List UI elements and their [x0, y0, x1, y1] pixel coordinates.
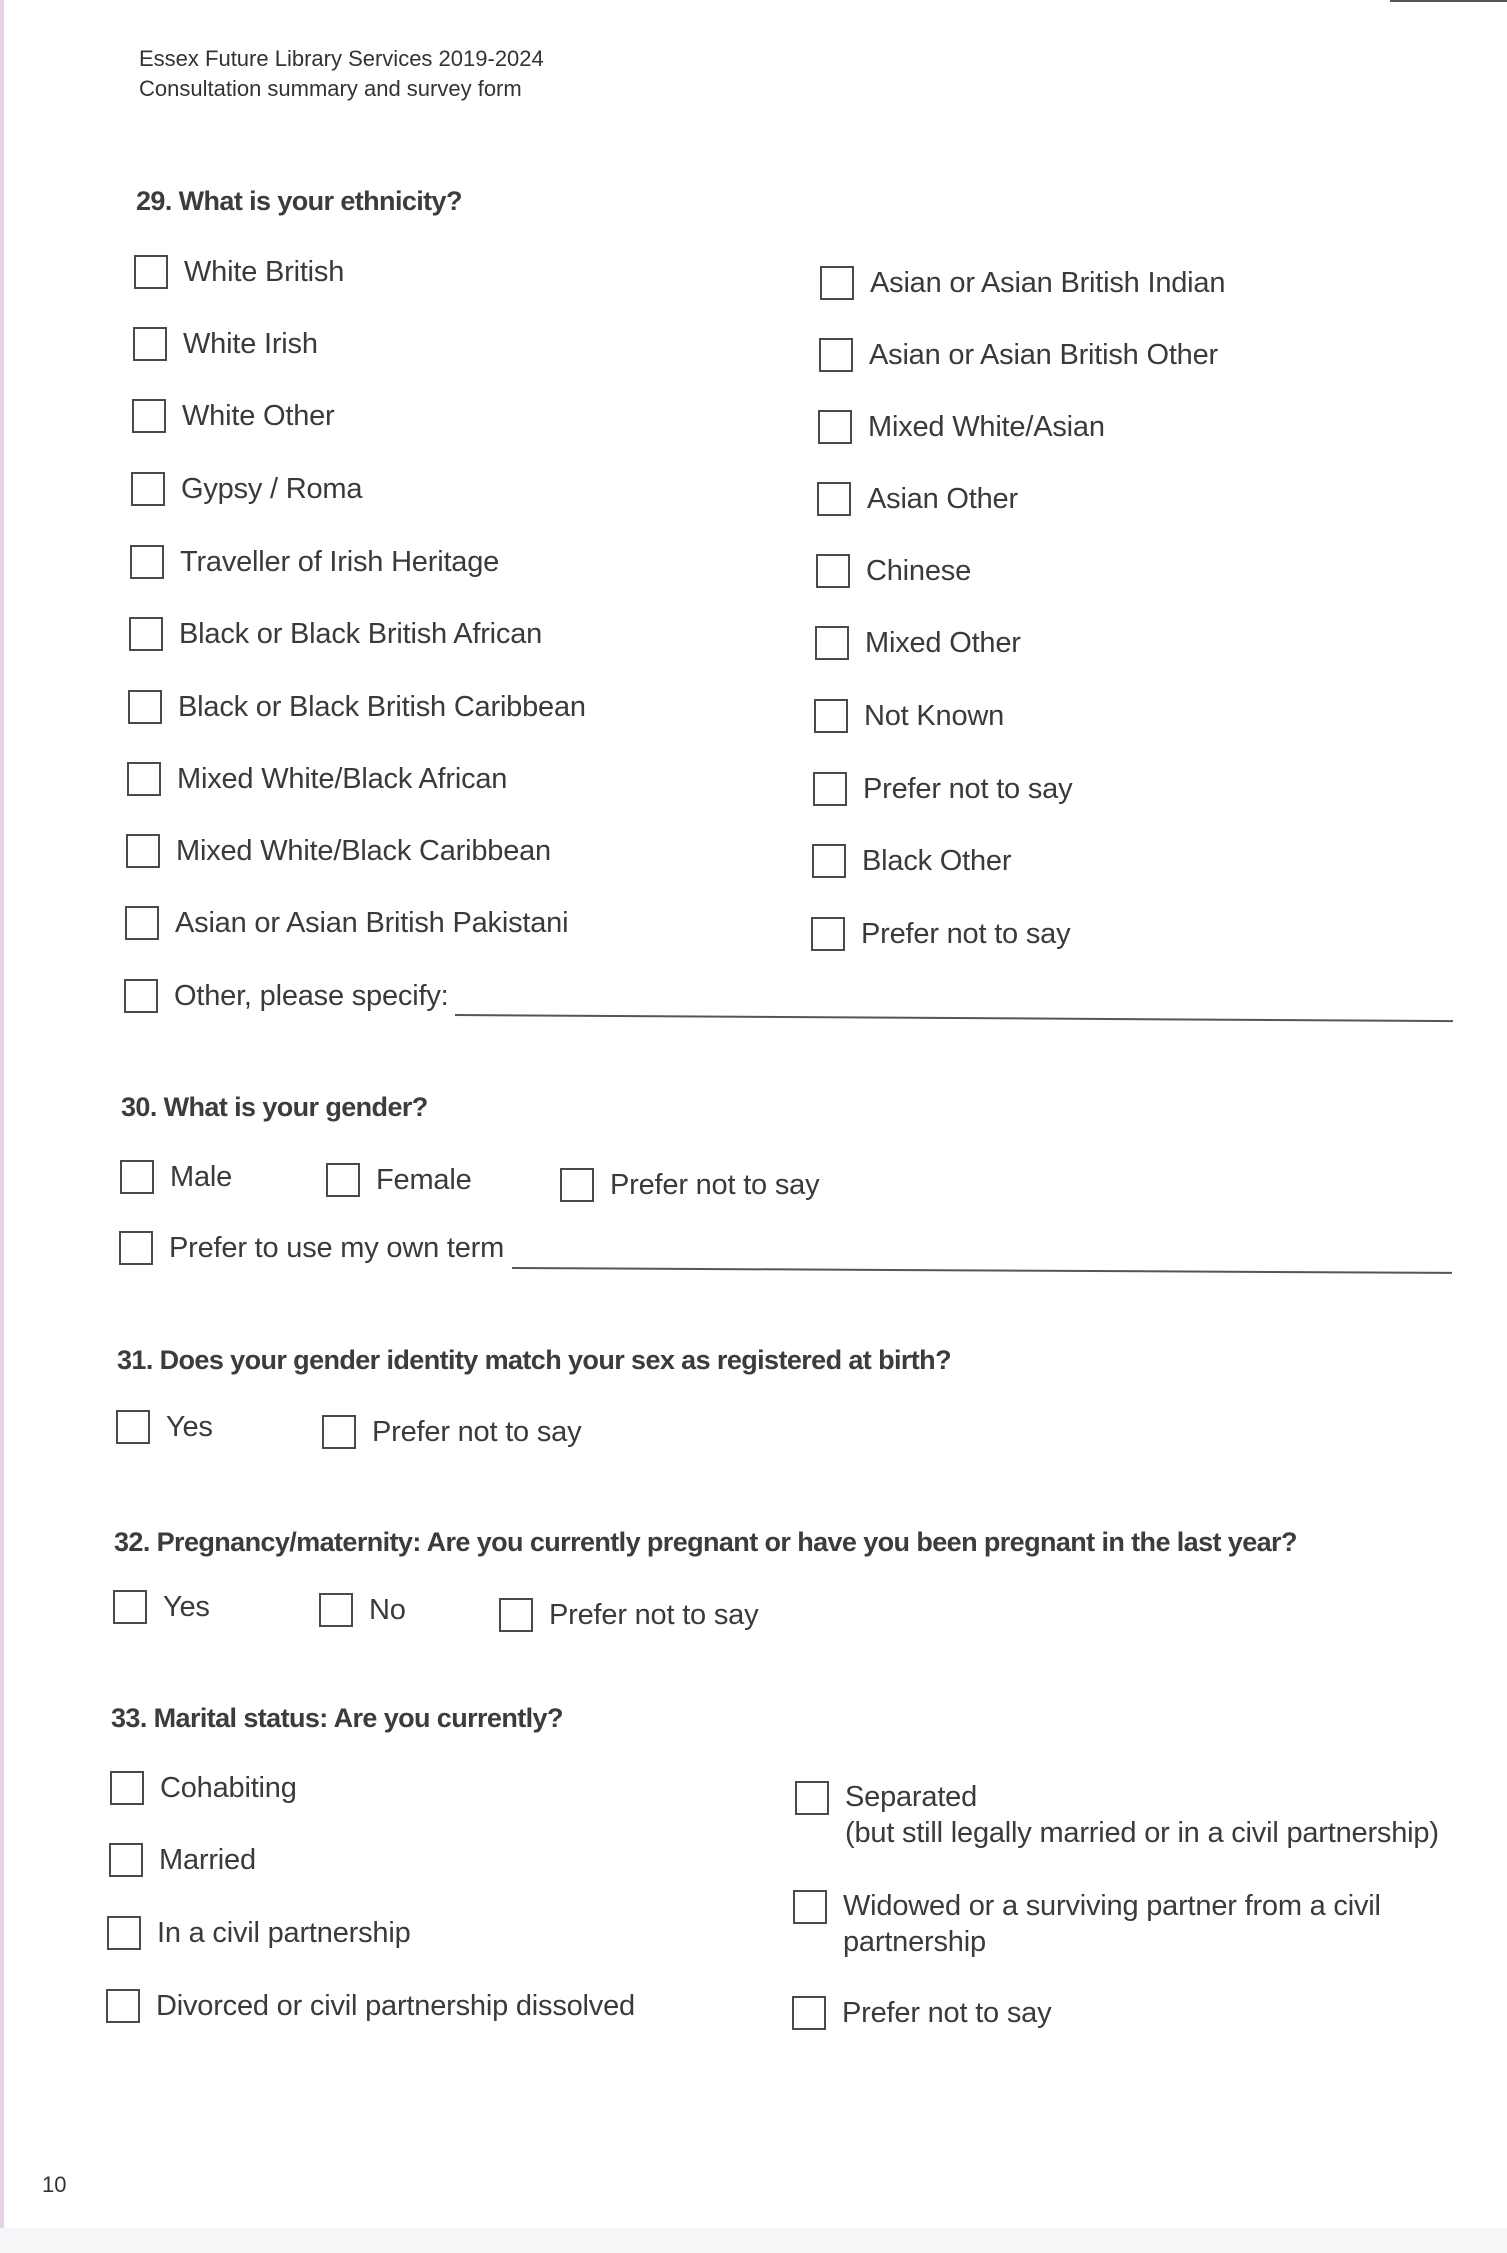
option-label: Cohabiting	[160, 1771, 297, 1804]
checkbox[interactable]	[817, 482, 851, 516]
option-label: Divorced or civil partnership dissolved	[156, 1989, 635, 2022]
option-label: White Irish	[183, 327, 318, 360]
q29-option-other[interactable]	[124, 979, 448, 1013]
option-label: Yes	[163, 1590, 210, 1623]
header-title: Essex Future Library Services 2019-2024	[139, 46, 544, 71]
checkbox[interactable]	[125, 906, 159, 940]
q32-option-no[interactable]	[319, 1593, 406, 1627]
checkbox[interactable]	[126, 834, 160, 868]
checkbox[interactable]	[113, 1590, 147, 1624]
q29-other-write-in-line[interactable]	[455, 1014, 1453, 1022]
checkbox[interactable]	[811, 917, 845, 951]
checkbox[interactable]	[813, 772, 847, 806]
checkbox[interactable]	[326, 1163, 360, 1197]
q29-option-traveller-irish-heritage[interactable]	[130, 545, 499, 579]
q29-option-black-other[interactable]	[812, 844, 1011, 878]
q32-option-prefer-not-to-say[interactable]	[499, 1598, 758, 1632]
checkbox[interactable]	[812, 844, 846, 878]
q31-option-prefer-not-to-say[interactable]	[322, 1415, 581, 1449]
q31-title: 31. Does your gender identity match your sex as registered at birth?	[117, 1345, 951, 1375]
option-label: Asian Other	[867, 482, 1018, 515]
checkbox[interactable]	[110, 1771, 144, 1805]
checkbox[interactable]	[130, 545, 164, 579]
checkbox[interactable]	[820, 266, 854, 300]
q30-option-prefer-not-to-say[interactable]	[560, 1168, 819, 1202]
q29-option-black-british-caribbean[interactable]	[128, 690, 586, 724]
option-label: Prefer not to say	[372, 1415, 582, 1448]
q30-own-term-write-in-line[interactable]	[512, 1267, 1452, 1274]
option-label: Female	[376, 1163, 472, 1196]
q33-option-prefer-not-to-say[interactable]	[792, 1996, 1051, 2030]
checkbox[interactable]	[107, 1916, 141, 1950]
checkbox[interactable]	[134, 255, 168, 289]
option-label: Mixed White/Asian	[868, 410, 1105, 443]
option-label: Asian or Asian British Pakistani	[175, 906, 569, 939]
q29-option-black-british-african[interactable]	[129, 617, 542, 651]
header-subtitle: Consultation summary and survey form	[139, 76, 522, 101]
option-label: Prefer not to say	[861, 917, 1071, 950]
option-label-line1: Widowed or a surviving partner from a civil	[843, 1890, 1381, 1922]
q30-option-own-term[interactable]	[119, 1231, 504, 1265]
checkbox[interactable]	[109, 1843, 143, 1877]
q29-option-white-irish[interactable]	[133, 327, 318, 361]
option-label: Mixed Other	[865, 626, 1021, 659]
q29-option-prefer-not-to-say[interactable]	[813, 772, 1072, 806]
document-header	[139, 44, 544, 104]
option-label: Asian or Asian British Indian	[870, 266, 1226, 299]
checkbox[interactable]	[818, 410, 852, 444]
q30-option-male[interactable]	[120, 1160, 232, 1194]
option-label: Prefer to use my own term	[169, 1231, 505, 1264]
checkbox[interactable]	[132, 399, 166, 433]
checkbox[interactable]	[116, 1410, 150, 1444]
checkbox[interactable]	[814, 699, 848, 733]
q33-option-widowed[interactable]	[793, 1890, 1381, 1960]
option-label: Mixed White/Black African	[177, 762, 508, 795]
option-label: Chinese	[866, 554, 971, 587]
option-label: Prefer not to say	[863, 772, 1073, 805]
checkbox[interactable]	[795, 1781, 829, 1815]
option-label: White Other	[182, 399, 335, 432]
q29-option-not-known[interactable]	[814, 699, 1004, 733]
checkbox[interactable]	[499, 1598, 533, 1632]
option-label: Black Other	[862, 844, 1012, 877]
option-label: Gypsy / Roma	[181, 472, 363, 505]
option-label: Not Known	[864, 699, 1005, 732]
checkbox[interactable]	[815, 626, 849, 660]
q29-option-asian-british-other[interactable]	[819, 338, 1218, 372]
checkbox[interactable]	[319, 1593, 353, 1627]
q29-option-white-other[interactable]	[132, 399, 335, 433]
option-label-line2: partnership	[843, 1926, 986, 1958]
option-label: Yes	[166, 1410, 213, 1443]
q29-option-asian-british-indian[interactable]	[820, 266, 1225, 300]
checkbox[interactable]	[560, 1168, 594, 1202]
checkbox[interactable]	[124, 979, 158, 1013]
q29-option-mixed-other[interactable]	[815, 626, 1021, 660]
option-label-line2: (but still legally married or in a civil partnership)	[845, 1817, 1439, 1849]
checkbox[interactable]	[106, 1989, 140, 2023]
page-number: 10	[42, 2172, 67, 2197]
option-label: In a civil partnership	[157, 1916, 411, 1949]
q32-title: 32. Pregnancy/maternity: Are you currently pregnant or have you been pregnant in the last year?	[114, 1527, 1297, 1557]
q29-option-gypsy-roma[interactable]	[131, 472, 362, 506]
q33-option-separated[interactable]	[795, 1781, 1439, 1851]
option-label	[845, 1779, 1439, 1851]
checkbox[interactable]	[120, 1160, 154, 1194]
q29-option-mixed-white-black-caribbean[interactable]	[126, 834, 551, 868]
q29-title: 29. What is your ethnicity?	[136, 186, 462, 216]
q31-option-yes[interactable]	[116, 1410, 213, 1444]
q33-option-divorced[interactable]	[106, 1989, 635, 2023]
checkbox[interactable]	[131, 472, 165, 506]
checkbox[interactable]	[119, 1231, 153, 1265]
checkbox[interactable]	[128, 690, 162, 724]
page-edge	[0, 0, 4, 2253]
q30-option-female[interactable]	[326, 1163, 472, 1197]
option-label-line1: Separated	[845, 1781, 978, 1813]
option-label: Prefer not to say	[610, 1168, 820, 1201]
checkbox[interactable]	[127, 762, 161, 796]
checkbox[interactable]	[819, 338, 853, 372]
top-rule	[1390, 0, 1507, 2]
checkbox[interactable]	[793, 1890, 827, 1924]
option-label: White British	[184, 255, 345, 288]
q29-option-prefer-not-to-say-2[interactable]	[811, 917, 1070, 951]
checkbox[interactable]	[133, 327, 167, 361]
option-label: Other, please specify:	[174, 979, 449, 1012]
option-label: No	[369, 1593, 406, 1626]
q32-option-yes[interactable]	[113, 1590, 210, 1624]
q29-option-mixed-white-black-african[interactable]	[127, 762, 507, 796]
option-label: Prefer not to say	[549, 1598, 759, 1631]
checkbox[interactable]	[792, 1996, 826, 2030]
q33-option-married[interactable]	[109, 1843, 256, 1877]
q29-option-asian-other[interactable]	[817, 482, 1018, 516]
checkbox[interactable]	[322, 1415, 356, 1449]
option-label: Traveller of Irish Heritage	[180, 545, 500, 578]
option-label	[843, 1888, 1381, 1960]
q29-option-white-british[interactable]	[134, 255, 344, 289]
option-label: Married	[159, 1843, 256, 1876]
checkbox[interactable]	[129, 617, 163, 651]
q29-option-chinese[interactable]	[816, 554, 971, 588]
checkbox[interactable]	[816, 554, 850, 588]
page-bottom-edge	[0, 2228, 1507, 2253]
q29-option-asian-british-pakistani[interactable]	[125, 906, 568, 940]
option-label: Asian or Asian British Other	[869, 338, 1218, 371]
option-label: Male	[170, 1160, 233, 1193]
q30-title: 30. What is your gender?	[121, 1092, 428, 1122]
option-label: Black or Black British African	[179, 617, 543, 650]
option-label: Mixed White/Black Caribbean	[176, 834, 551, 867]
option-label: Black or Black British Caribbean	[178, 690, 586, 723]
q33-title: 33. Marital status: Are you currently?	[111, 1703, 563, 1733]
q33-option-civil-partnership[interactable]	[107, 1916, 411, 1950]
q33-option-cohabiting[interactable]	[110, 1771, 297, 1805]
q29-option-mixed-white-asian[interactable]	[818, 410, 1105, 444]
option-label: Prefer not to say	[842, 1996, 1052, 2029]
